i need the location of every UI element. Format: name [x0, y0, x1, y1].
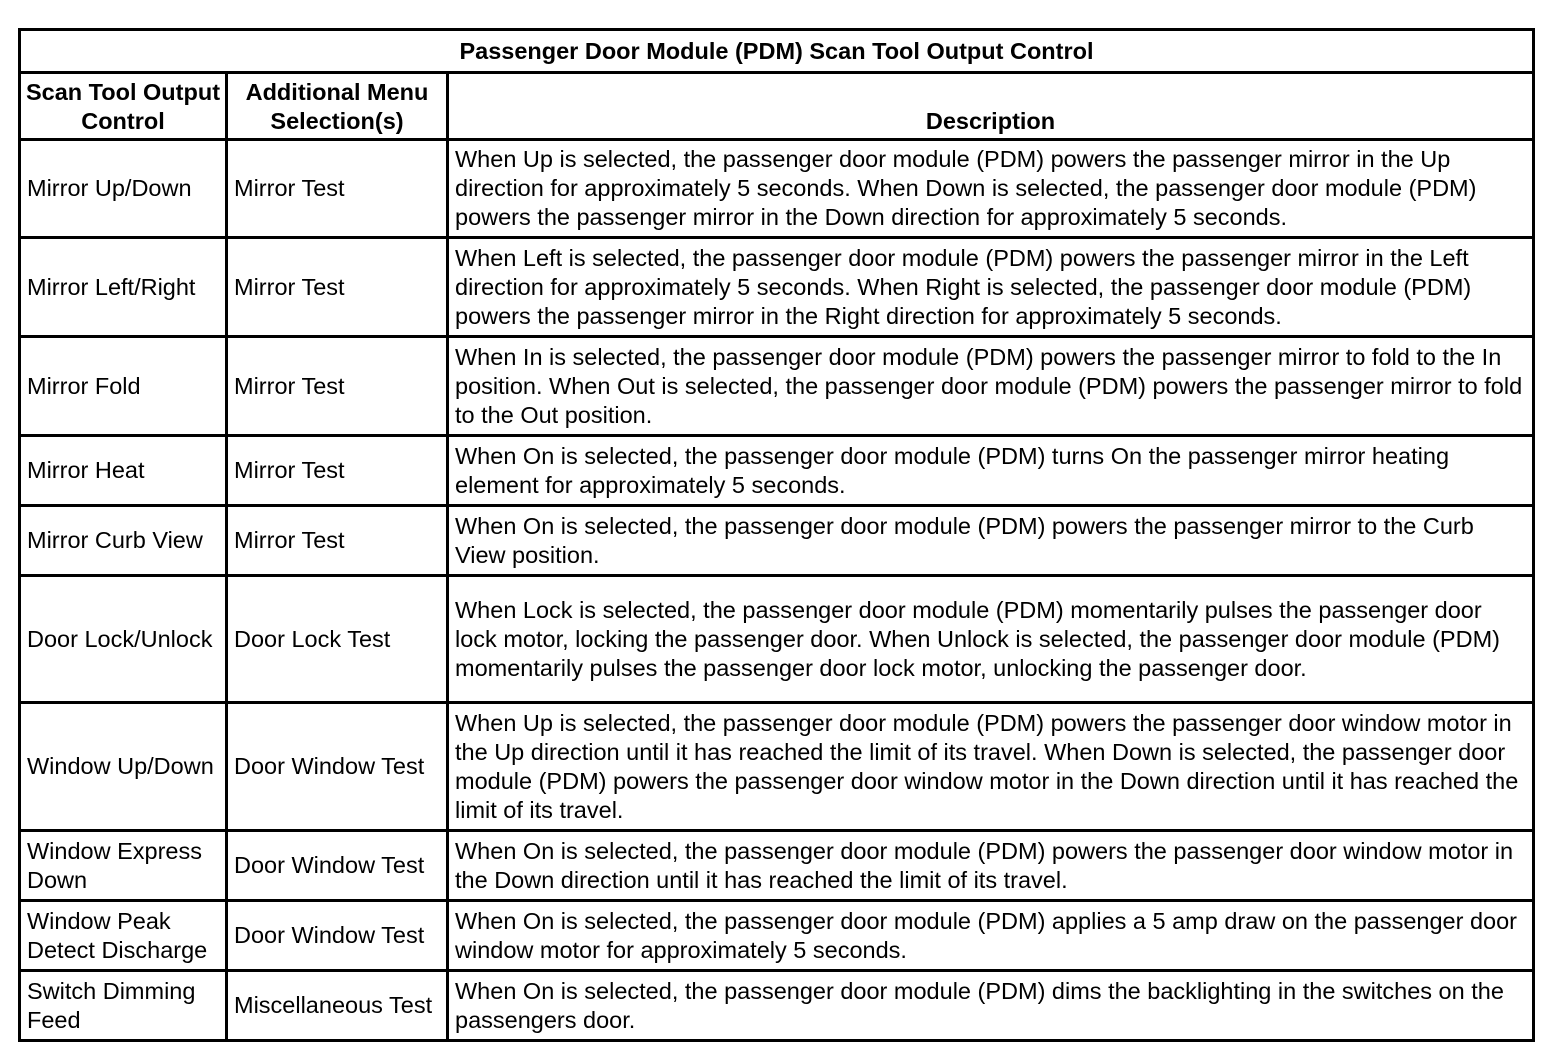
header-row: [20, 73, 1534, 140]
header-additional-menu-selections: Additional Menu Selection(s): [227, 73, 448, 140]
table-row: [20, 901, 1534, 971]
description-cell: When On is selected, the passenger door module (PDM) powers the passenger mirror to the Curb View position.: [448, 506, 1534, 576]
table-title: Passenger Door Module (PDM) Scan Tool Output Control: [20, 30, 1534, 73]
menu-selection-cell: Mirror Test: [227, 140, 448, 238]
title-row: [20, 30, 1534, 73]
output-control-cell: Mirror Up/Down: [20, 140, 227, 238]
table-row: [20, 238, 1534, 337]
menu-selection-cell: Door Window Test: [227, 703, 448, 831]
description-cell: When On is selected, the passenger door module (PDM) turns On the passenger mirror heating element for approximately 5 seconds.: [448, 436, 1534, 506]
description-cell: When On is selected, the passenger door module (PDM) powers the passenger door window motor in the Down direction until it has reached the limit of its travel.: [448, 831, 1534, 901]
menu-selection-cell: Door Window Test: [227, 901, 448, 971]
output-control-cell: Mirror Fold: [20, 337, 227, 436]
output-control-cell: Mirror Curb View: [20, 506, 227, 576]
table-row: [20, 436, 1534, 506]
output-control-cell: Window Peak Detect Discharge: [20, 901, 227, 971]
output-control-cell: Switch Dimming Feed: [20, 971, 227, 1041]
menu-selection-cell: Miscellaneous Test: [227, 971, 448, 1041]
table-row: [20, 576, 1534, 703]
description-cell: When On is selected, the passenger door module (PDM) applies a 5 amp draw on the passenger door window motor for approximately 5 seconds.: [448, 901, 1534, 971]
description-cell: When Up is selected, the passenger door module (PDM) powers the passenger door window motor in the Up direction until it has reached the limit of its travel. When Down is selected, the passenger door module (PDM) powers the passenger door window motor in the Down direction until it has reached the limit of its travel.: [448, 703, 1534, 831]
output-control-cell: Door Lock/Unlock: [20, 576, 227, 703]
menu-selection-cell: Door Lock Test: [227, 576, 448, 703]
description-cell: When Lock is selected, the passenger door module (PDM) momentarily pulses the passenger door lock motor, locking the passenger door. When Unlock is selected, the passenger door module (PDM) momentarily pulses the passenger door lock motor, unlocking the passenger door.: [448, 576, 1534, 703]
table-row: [20, 337, 1534, 436]
menu-selection-cell: Mirror Test: [227, 436, 448, 506]
description-cell: When Up is selected, the passenger door module (PDM) powers the passenger mirror in the Up direction for approximately 5 seconds. When Down is selected, the passenger door module (PDM) powers the passenger mirror in the Down direction for approximately 5 seconds.: [448, 140, 1534, 238]
table-row: [20, 506, 1534, 576]
menu-selection-cell: Door Window Test: [227, 831, 448, 901]
output-control-cell: Window Express Down: [20, 831, 227, 901]
table-row: [20, 831, 1534, 901]
table-row: [20, 703, 1534, 831]
table-row: [20, 971, 1534, 1041]
menu-selection-cell: Mirror Test: [227, 337, 448, 436]
output-control-cell: Mirror Heat: [20, 436, 227, 506]
description-cell: When Left is selected, the passenger door module (PDM) powers the passenger mirror in the Left direction for approximately 5 seconds. When Right is selected, the passenger door module (PDM) powers the passenger mirror in the Right direction for approximately 5 seconds.: [448, 238, 1534, 337]
description-cell: When In is selected, the passenger door module (PDM) powers the passenger mirror to fold to the In position. When Out is selected, the passenger door module (PDM) powers the passenger mirror to fold to the Out position.: [448, 337, 1534, 436]
header-scan-tool-output-control: Scan Tool Output Control: [20, 73, 227, 140]
menu-selection-cell: Mirror Test: [227, 238, 448, 337]
header-description: Description: [448, 73, 1534, 140]
table-row: [20, 140, 1534, 238]
description-cell: When On is selected, the passenger door module (PDM) dims the backlighting in the switches on the passengers door.: [448, 971, 1534, 1041]
output-control-cell: Mirror Left/Right: [20, 238, 227, 337]
output-control-cell: Window Up/Down: [20, 703, 227, 831]
pdm-output-control-table: [18, 28, 1535, 1042]
menu-selection-cell: Mirror Test: [227, 506, 448, 576]
